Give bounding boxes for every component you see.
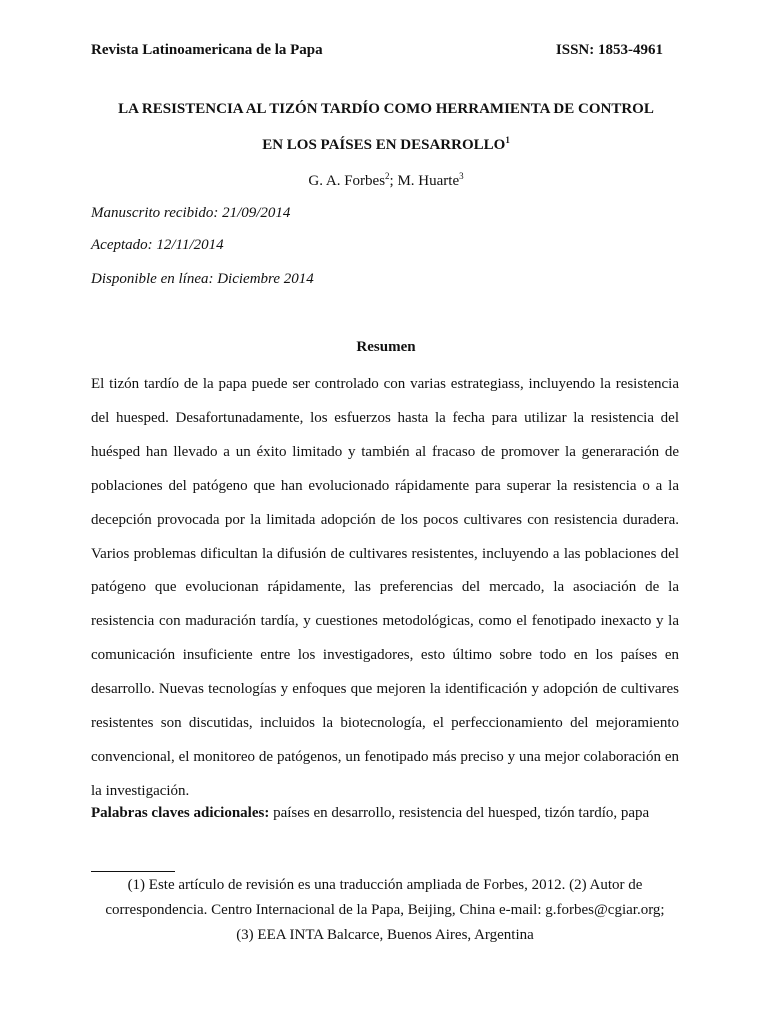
- title-footnote-mark: 1: [505, 135, 510, 145]
- online-date: Disponible en línea: Diciembre 2014: [91, 271, 314, 287]
- author-huarte: M. Huarte: [397, 173, 460, 189]
- keywords-label: Palabras claves adicionales:: [91, 805, 270, 821]
- footnote-line-2: correspondencia. Centro Internacional de la Papa, Beijing, China e-mail: g.forbes@cgiar.org;: [105, 902, 665, 918]
- author-huarte-mark: 3: [459, 171, 464, 181]
- title-line-2: [91, 135, 681, 154]
- journal-name: Revista Latinoamericana de la Papa: [91, 42, 323, 58]
- title-line-2-text: EN LOS PAÍSES EN DESARROLLO: [262, 137, 506, 153]
- abstract-text: El tizón tardío de la papa puede ser controlado con varias estrategiass, incluyendo la resistencia del huesped. Desafortunadamente, los esfuerzos hasta la fecha para utilizar la resistencia del huésped han llevado a un éxito limitado y también al fracaso de promover la generaración de poblaciones del patógeno que han evolucionado rápidamente para superar la resistencia o a la decepción provocada por la limitada adopción de los pocos cultivares con resistencia duradera. Varios problemas dificultan la difusión de cultivares resistentes, incluyendo a las poblaciones del patógeno que evolucionan rápidamente, las preferencias del mercado, la asociación de la resistencia con maduración tardía, y cuestiones metodológicas, como el fenotipado inexacto y la comunicación insuficiente entre los investigadores, esto último sobre todo en los países en desarrollo. Nuevas tecnologías y enfoques que mejoren la identificación y adopción de cultivares resistentes son discutidas, incluidos la biotecnología, el perfeccionamiento del mejoramiento convencional, el monitoreo de patógenos, un fenotipado más preciso y una mejor colaboración en la investigación.: [91, 376, 679, 799]
- title-line-1: LA RESISTENCIA AL TIZÓN TARDÍO COMO HERRAMIENTA DE CONTROL: [118, 101, 654, 117]
- footnote: [91, 873, 679, 948]
- authors: [91, 171, 681, 190]
- footnote-line-1: (1) Este artículo de revisión es una traducción ampliada de Forbes, 2012. (2) Autor de: [127, 877, 643, 893]
- received-date: Manuscrito recibido: 21/09/2014: [91, 205, 291, 221]
- keywords: [91, 805, 691, 822]
- author-forbes: G. A. Forbes: [308, 173, 386, 189]
- author-separator: ;: [389, 173, 398, 189]
- footnote-rule: [91, 871, 175, 872]
- author-forbes-mark: 2: [385, 171, 390, 181]
- abstract-heading: Resumen: [356, 339, 416, 355]
- issn: ISSN: 1853-4961: [555, 42, 663, 58]
- keywords-text: países en desarrollo, resistencia del huesped, tizón tardío, papa: [269, 805, 650, 821]
- footnote-line-3: (3) EEA INTA Balcarce, Buenos Aires, Argentina: [236, 927, 534, 943]
- accepted-date: Aceptado: 12/11/2014: [91, 237, 224, 253]
